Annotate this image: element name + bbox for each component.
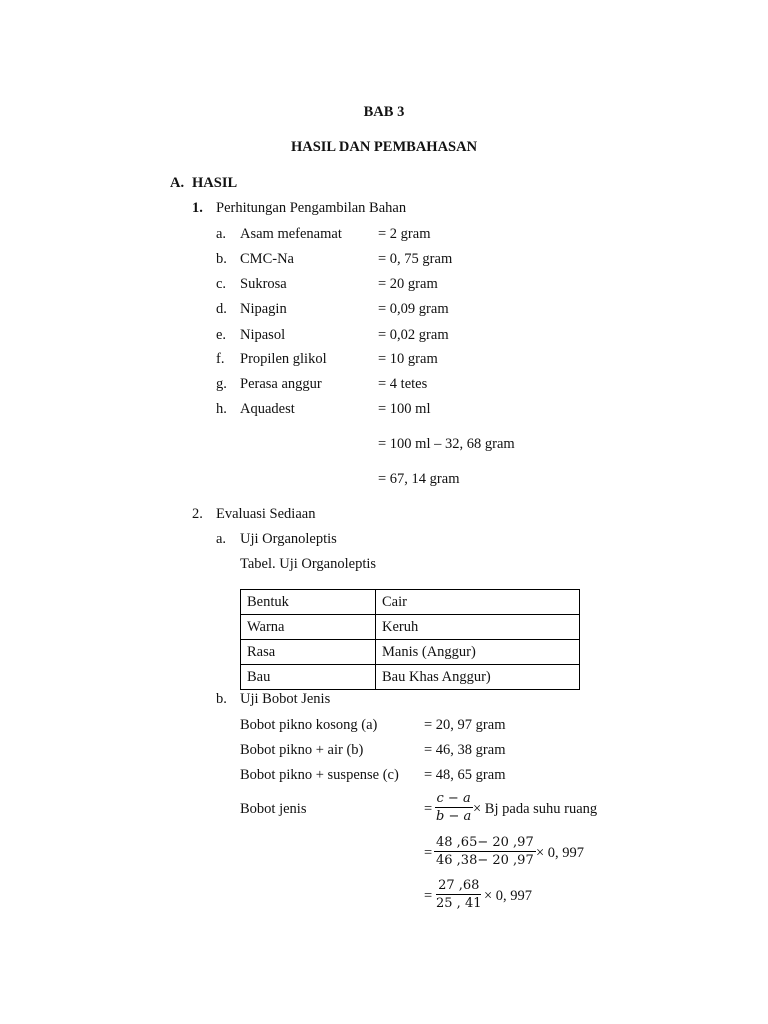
bobot-value: = 46, 38 gram [424,742,506,758]
fraction-numerator: 27 ,68 [438,878,480,893]
list-marker: e. [216,327,227,343]
fraction [434,834,536,869]
bobot-name: Bobot pikno kosong (a) [240,717,378,733]
list-marker: f. [216,351,225,367]
table-cell-key: Bentuk [241,590,376,615]
bobot-jenis-formula-label: Bobot jenis [240,801,307,817]
equals-sign: = [424,888,433,904]
list-marker: c. [216,276,227,292]
fraction-numerator: 48 ,65− 20 ,97 [436,835,534,850]
item1-label: Perhitungan Pengambilan Bahan [216,200,407,216]
table-caption: Tabel. Uji Organoleptis [240,556,377,572]
list-marker: d. [216,301,227,317]
table-cell-key: Rasa [241,640,376,665]
bobot-value: = 20, 97 gram [424,717,506,733]
table-row [241,640,580,665]
item2-marker: 2. [192,506,203,522]
fraction-numerator: c − a [436,791,471,806]
organoleptis-table [240,589,580,690]
equals-sign: = [424,845,433,861]
fraction-denominator: 46 ,38− 20 ,97 [436,853,534,868]
aquadest-calc-line-1: = 100 ml – 32, 68 gram [378,436,515,452]
bahan-name: CMC-Na [240,251,294,267]
bahan-name: Propilen glikol [240,351,327,367]
fraction [434,877,483,912]
equals-sign: = [424,801,433,817]
formula-tail: × Bj pada suhu ruang [473,801,598,817]
bahan-value: = 0, 75 gram [378,251,453,267]
fraction-denominator: 25 , 41 [436,896,482,911]
list-marker: h. [216,401,227,417]
item2-label: Evaluasi Sediaan [216,506,316,522]
aquadest-calc-line-2: = 67, 14 gram [378,471,460,487]
section-a-marker: A. [170,175,185,191]
bahan-name: Nipagin [240,301,287,317]
list-marker: g. [216,376,227,392]
bahan-value: = 0,02 gram [378,327,449,343]
table-cell-key: Bau [241,665,376,690]
table-row [241,665,580,690]
organoleptis-marker: a. [216,531,227,547]
organoleptis-label: Uji Organoleptis [240,531,337,547]
bahan-value: = 2 gram [378,226,431,242]
list-marker: a. [216,226,227,242]
section-a-label: HASIL [192,175,238,191]
bobot-name: Bobot pikno + air (b) [240,742,364,758]
fraction [434,790,473,825]
bahan-value: = 0,09 gram [378,301,449,317]
table-cell-value: Manis (Anggur) [376,640,580,665]
table-cell-value: Bau Khas Anggur) [376,665,580,690]
bahan-value: = 20 gram [378,276,438,292]
table-cell-value: Keruh [376,615,580,640]
table-cell-key: Warna [241,615,376,640]
bahan-value: = 10 gram [378,351,438,367]
bahan-value: = 4 tetes [378,376,428,392]
bahan-name: Perasa anggur [240,376,322,392]
bahan-name: Aquadest [240,401,295,417]
item1-marker: 1. [192,200,203,216]
formula-tail: × 0, 997 [536,845,585,861]
bahan-name: Asam mefenamat [240,226,342,242]
fraction-denominator: b − a [436,809,472,824]
list-marker: b. [216,251,227,267]
formula-tail: × 0, 997 [484,888,533,904]
bobot-jenis-marker: b. [216,691,227,707]
bahan-name: Nipasol [240,327,286,343]
bobot-name: Bobot pikno + suspense (c) [240,767,399,783]
chapter-title: HASIL DAN PEMBAHASAN [290,139,478,155]
table-row [241,615,580,640]
table-cell-value: Cair [376,590,580,615]
bahan-name: Sukrosa [240,276,287,292]
bobot-jenis-label: Uji Bobot Jenis [240,691,331,707]
bobot-value: = 48, 65 gram [424,767,506,783]
chapter-heading: BAB 3 [363,104,405,120]
table-row [241,590,580,615]
bahan-value: = 100 ml [378,401,431,417]
